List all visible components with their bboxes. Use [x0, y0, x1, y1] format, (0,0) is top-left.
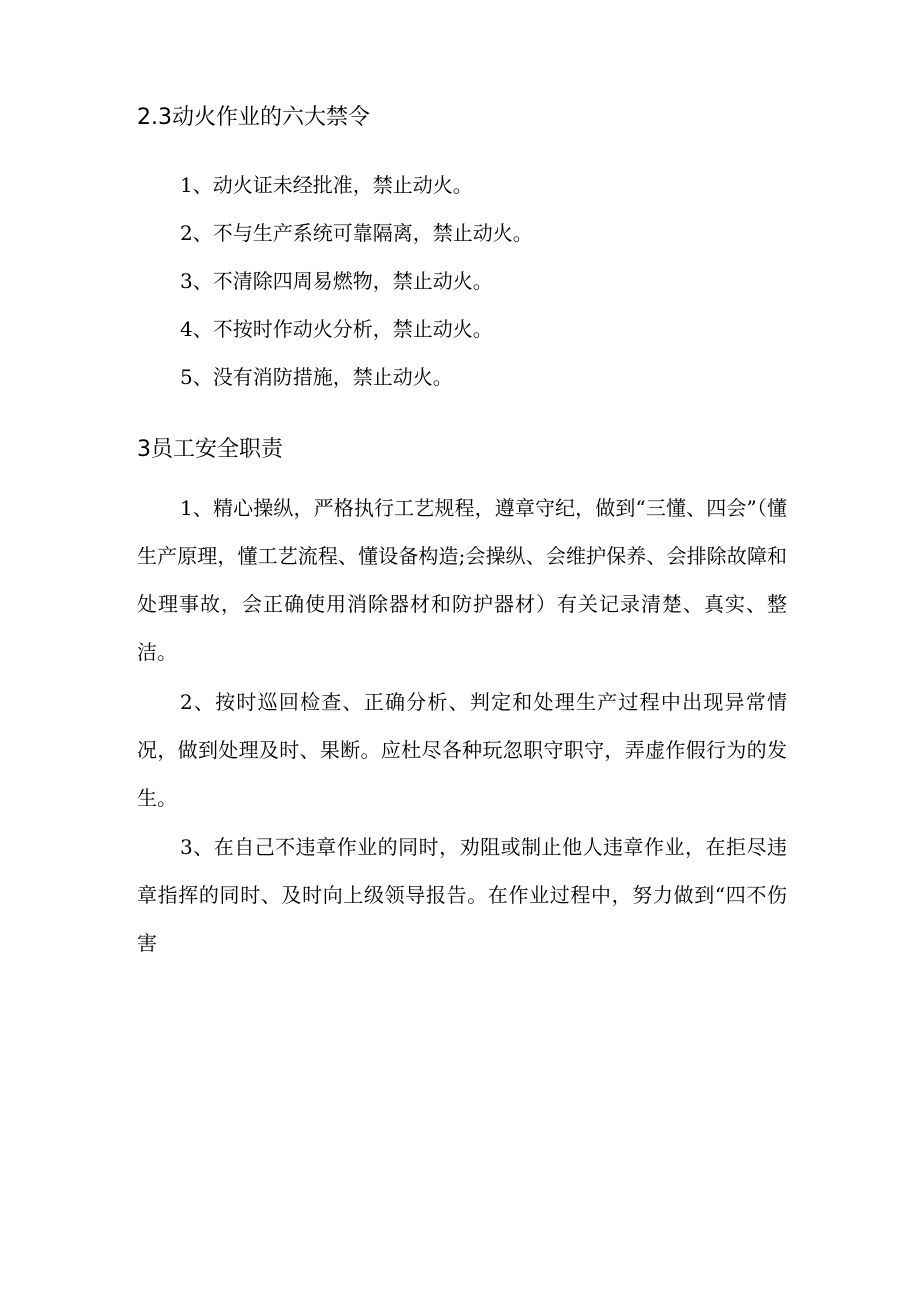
list-item: 1、动火证未经批准，禁止动火。 — [180, 173, 473, 197]
duty-paragraph: 1、精心操纵，严格执行工艺规程，遵章守纪，做到“三懂、四会”（懂生产原理，懂工艺流程、懂设备构造;会操纵、会维护保养、会排除故障和处理事故，会正确使用消除器材和防护器材）有关记录清楚、真实、整洁。 — [137, 496, 787, 664]
section-heading-employee-duties: 3员工安全职责 — [137, 437, 283, 462]
list-item: 5、没有消防措施，禁止动火。 — [180, 365, 453, 389]
list-item: 2、不与生产系统可靠隔离，禁止动火。 — [180, 221, 533, 245]
list-item: 4、不按时作动火分析，禁止动火。 — [180, 317, 493, 341]
section-heading-fire-prohibitions: 2.3动火作业的六大禁令 — [137, 105, 370, 130]
duty-paragraph: 2、按时巡回检查、正确分析、判定和处理生产过程中出现异常情况，做到处理及时、果断。应杜尽各种玩忽职守职守，弄虚作假行为的发生。 — [137, 690, 787, 810]
duty-paragraph: 3、在自己不违章作业的同时，劝阻或制止他人违章作业，在拒尽违章指挥的同时、及时向上级领导报告。在作业过程中，努力做到“四不伤害 — [137, 835, 787, 955]
list-item: 3、不清除四周易燃物，禁止动火。 — [180, 269, 493, 293]
fire-prohibition-list — [180, 170, 533, 410]
